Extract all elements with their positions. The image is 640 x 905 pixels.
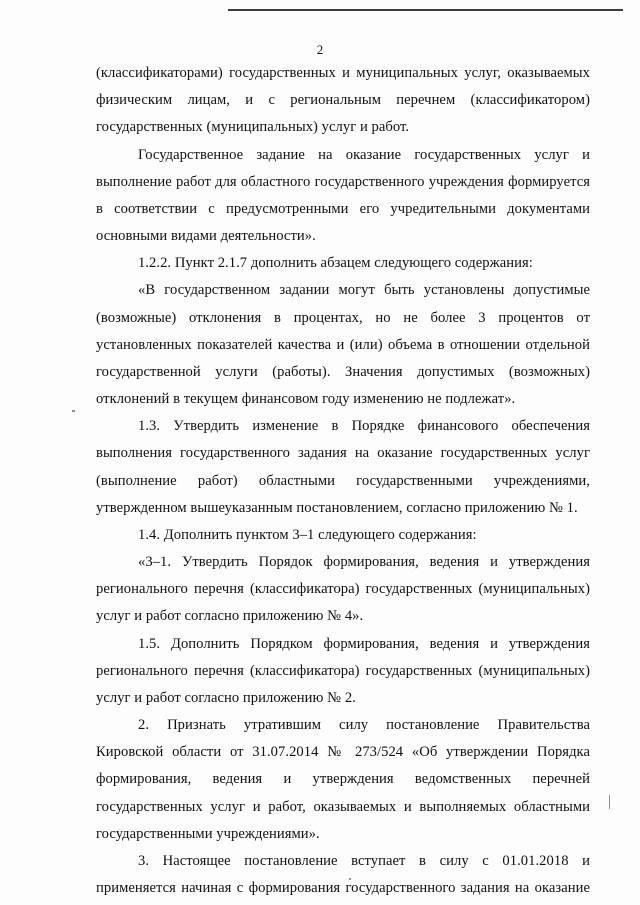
scan-speck xyxy=(609,795,610,809)
text-line: государственных услуг и работ, оказываемых и выполняемых областными xyxy=(96,799,590,815)
text-line: 2. Признать утратившим силу постановление Правительства xyxy=(138,717,590,733)
scan-speck xyxy=(349,878,351,880)
scan-speck xyxy=(72,410,75,412)
text-line: формирования, ведения и утверждения ведомственных перечней xyxy=(96,771,590,787)
text-line: 1.2.2. Пункт 2.1.7 дополнить абзацем следующего содержания: xyxy=(138,255,533,271)
text-line: применяется начиная с формирования государственного задания на оказание xyxy=(96,880,590,896)
text-line: Государственное задание на оказание государственных услуг и xyxy=(138,147,590,163)
text-line: государственной услуги (работы). Значения допустимых (возможных) xyxy=(96,364,590,380)
text-line: (выполнение работ) областными государственными учреждениями, xyxy=(96,473,590,489)
text-line: 1.5. Дополнить Порядком формирования, ведения и утверждения xyxy=(138,636,590,652)
text-line: установленных показателей качества и (или) объема в отношении отдельной xyxy=(96,337,590,353)
text-line: государственных (муниципальных) услуг и работ. xyxy=(96,119,410,135)
text-line: «В государственном задании могут быть установлены допустимые xyxy=(138,282,590,298)
text-line: отклонений в текущем финансовом году изменению не подлежат». xyxy=(96,391,516,407)
text-line: 1.3. Утвердить изменение в Порядке финансового обеспечения xyxy=(138,418,590,434)
text-line: 3. Настоящее постановление вступает в силу с 01.01.2018 и xyxy=(138,853,590,869)
page-number: 2 xyxy=(316,42,324,57)
text-line: услуг и работ согласно приложению № 4». xyxy=(96,608,364,624)
top-border-line xyxy=(228,9,623,11)
text-line: выполнение работ для областного государственного учреждения формируется xyxy=(96,174,590,190)
text-line: выполнения государственного задания на оказание государственных услуг xyxy=(96,445,590,461)
text-line: регионального перечня (классификатора) государственных (муниципальных) xyxy=(96,581,590,597)
text-line: услуг и работ согласно приложению № 2. xyxy=(96,690,356,706)
text-line: в соответствии с предусмотренными его учредительными документами xyxy=(96,201,590,217)
text-line: «3–1. Утвердить Порядок формирования, ведения и утверждения xyxy=(138,554,590,570)
text-line: утвержденном вышеуказанным постановлением, согласно приложению № 1. xyxy=(96,500,578,516)
text-line: Кировской области от 31.07.2014 № 273/524 «Об утверждении Порядка xyxy=(96,744,590,760)
text-line: регионального перечня (классификатора) государственных (муниципальных) xyxy=(96,663,590,679)
text-line: государственными учреждениями». xyxy=(96,826,320,842)
text-line: основными видами деятельности». xyxy=(96,228,316,244)
text-line: (возможные) отклонения в процентах, но не более 3 процентов от xyxy=(96,310,590,326)
text-line: 1.4. Дополнить пунктом 3–1 следующего содержания: xyxy=(138,527,477,543)
text-line: физическим лицам, и с региональным перечнем (классификатором) xyxy=(96,92,590,108)
text-line: (классификаторами) государственных и муниципальных услуг, оказываемых xyxy=(96,65,590,81)
